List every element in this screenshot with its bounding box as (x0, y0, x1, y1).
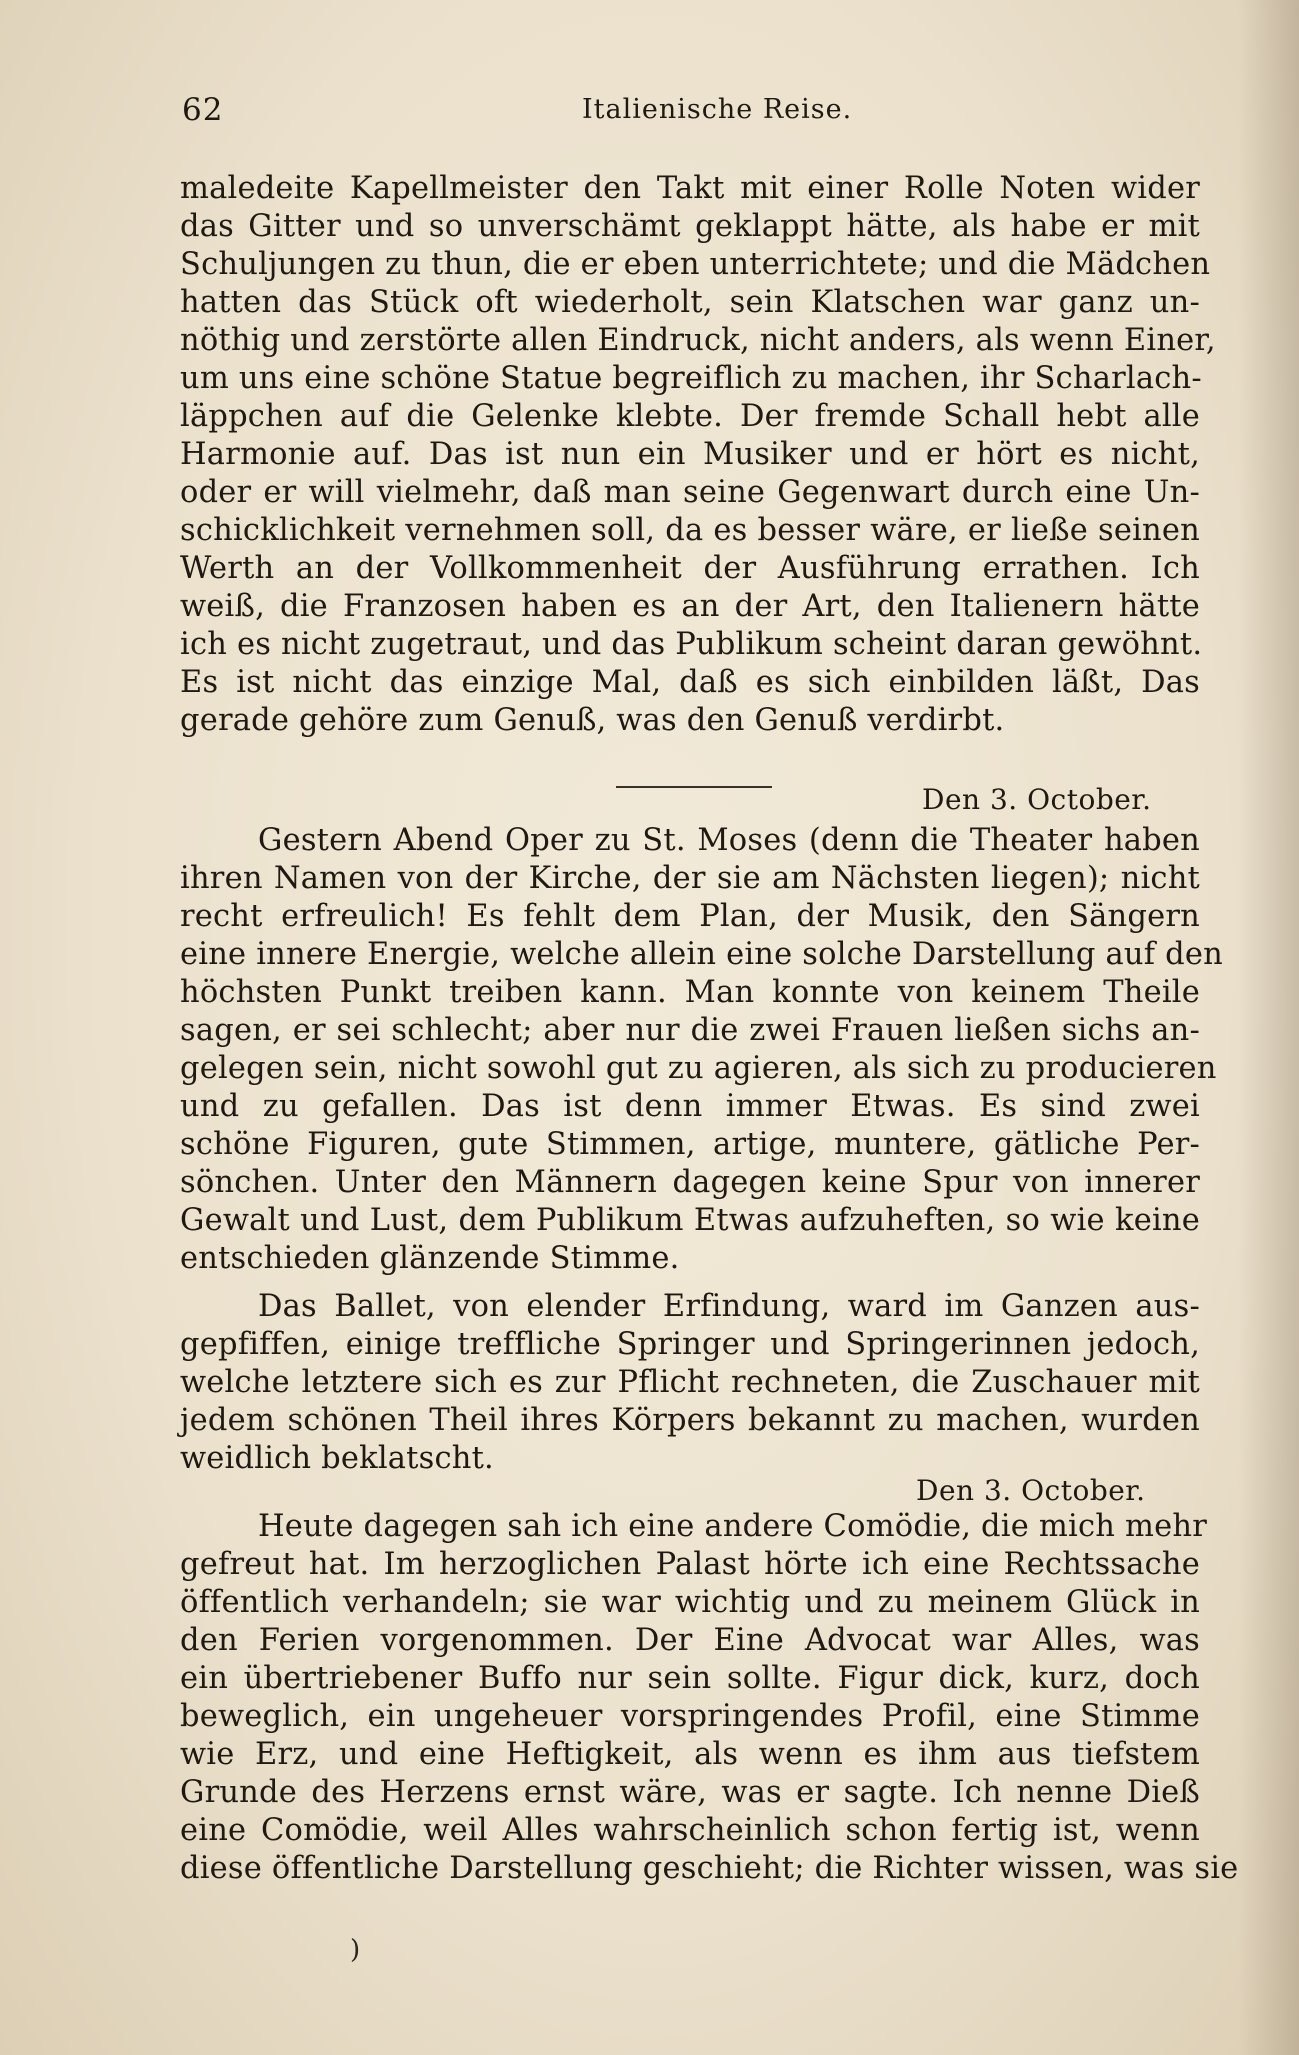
text-line: den Ferien vorgenommen. Der Eine Advocat war Alles, was (180, 1623, 1200, 1658)
text-line: Gestern Abend Oper zu St. Moses (denn die Theater haben (258, 823, 1200, 858)
text-line: Das Ballet, von elender Erfindung, ward im Ganzen aus- (258, 1289, 1200, 1324)
text-line: eine Comödie, weil Alles wahrscheinlich schon fertig ist, wenn (180, 1813, 1200, 1848)
paragraph-comedy (180, 1508, 1239, 1888)
paragraph-ballet (180, 1288, 1200, 1478)
text-line: Grunde des Herzens ernst wäre, was er sagte. Ich nenne Dieß (180, 1775, 1200, 1810)
stray-ink-mark: ) (350, 1935, 361, 1965)
paragraph-opera (180, 822, 1223, 1278)
text-line: das Gitter und so unverschämt geklappt hätte, als habe er mit (180, 209, 1200, 244)
text-line: hatten das Stück oft wiederholt, sein Klatschen war ganz un- (180, 285, 1200, 320)
text-line: schöne Figuren, gute Stimmen, artige, muntere, gätliche Per- (180, 1127, 1200, 1162)
text-line: läppchen auf die Gelenke klebte. Der fremde Schall hebt alle (180, 399, 1200, 434)
text-line: recht erfreulich! Es fehlt dem Plan, der Musik, den Sängern (180, 899, 1200, 934)
text-line: sönchen. Unter den Männern dagegen keine Spur von innerer (180, 1165, 1200, 1200)
text-line: wie Erz, und eine Heftigkeit, als wenn es ihm aus tiefstem (180, 1737, 1200, 1772)
text-line: welche letztere sich es zur Pflicht rechneten, die Zuschauer mit (180, 1365, 1200, 1400)
text-line: ihren Namen von der Kirche, der sie am Nächsten liegen); nicht (180, 861, 1200, 896)
page-edge-shadow (1239, 0, 1299, 2055)
text-line: um uns eine schöne Statue begreiflich zu machen, ihr Scharlach- (180, 361, 1202, 396)
dateline: Den 3. October. (922, 783, 1152, 816)
text-line: beweglich, ein ungeheuer vorspringendes Profil, eine Stimme (180, 1699, 1200, 1734)
text-line: jedem schönen Theil ihres Körpers bekannt zu machen, wurden (180, 1403, 1200, 1438)
text-line: maledeite Kapellmeister den Takt mit einer Rolle Noten wider (180, 171, 1200, 206)
text-line: sagen, er sei schlecht; aber nur die zwei Frauen ließen sichs an- (180, 1013, 1200, 1048)
text-line: Es ist nicht das einzige Mal, daß es sich einbilden läßt, Das (180, 665, 1200, 700)
paragraph-continued (180, 170, 1216, 740)
text-line: weidlich beklatscht. (180, 1441, 494, 1476)
text-line: gepfiffen, einige treffliche Springer und Springerinnen jedoch, (180, 1327, 1200, 1362)
text-line: gefreut hat. Im herzoglichen Palast hörte ich eine Rechtssache (180, 1547, 1200, 1582)
text-line: Heute dagegen sah ich eine andere Comödie, die mich mehr (258, 1509, 1207, 1544)
text-line: gerade gehöre zum Genuß, was den Genuß verdirbt. (180, 703, 1005, 738)
section-separator-rule (616, 786, 772, 788)
text-line: nöthig und zerstörte allen Eindruck, nicht anders, als wenn Einer, (180, 323, 1216, 358)
text-line: ein übertriebener Buffo nur sein sollte. Figur dick, kurz, doch (180, 1661, 1200, 1696)
text-line: weiß, die Franzosen haben es an der Art, den Italienern hätte (180, 589, 1200, 624)
running-title: Italienische Reise. (582, 94, 853, 125)
text-line: oder er will vielmehr, daß man seine Gegenwart durch eine Un- (180, 475, 1200, 510)
text-line: ich es nicht zugetraut, und das Publikum scheint daran gewöhnt. (180, 627, 1203, 662)
text-line: schicklichkeit vernehmen soll, da es besser wäre, er ließe seinen (180, 513, 1200, 548)
page-number: 62 (182, 92, 224, 128)
text-line: Harmonie auf. Das ist nun ein Musiker und er hört es nicht, (180, 437, 1200, 472)
text-line: Schuljungen zu thun, die er eben unterrichtete; und die Mädchen (180, 247, 1211, 282)
text-line: entschieden glänzende Stimme. (180, 1241, 680, 1276)
text-line: Gewalt und Lust, dem Publikum Etwas aufzuheften, so wie keine (180, 1203, 1200, 1238)
text-line: öffentlich verhandeln; sie war wichtig und zu meinem Glück in (180, 1585, 1200, 1620)
page-header (182, 92, 1202, 142)
text-line: gelegen sein, nicht sowohl gut zu agieren, als sich zu producieren (180, 1051, 1217, 1086)
text-line: eine innere Energie, welche allein eine solche Darstellung auf den (180, 937, 1223, 972)
text-line: und zu gefallen. Das ist denn immer Etwas. Es sind zwei (180, 1089, 1200, 1124)
text-line: diese öffentliche Darstellung geschieht; die Richter wissen, was sie (180, 1851, 1239, 1886)
dateline: Den 3. October. (916, 1474, 1146, 1507)
text-line: höchsten Punkt treiben kann. Man konnte von keinem Theile (180, 975, 1200, 1010)
text-line: Werth an der Vollkommenheit der Ausführung errathen. Ich (180, 551, 1200, 586)
